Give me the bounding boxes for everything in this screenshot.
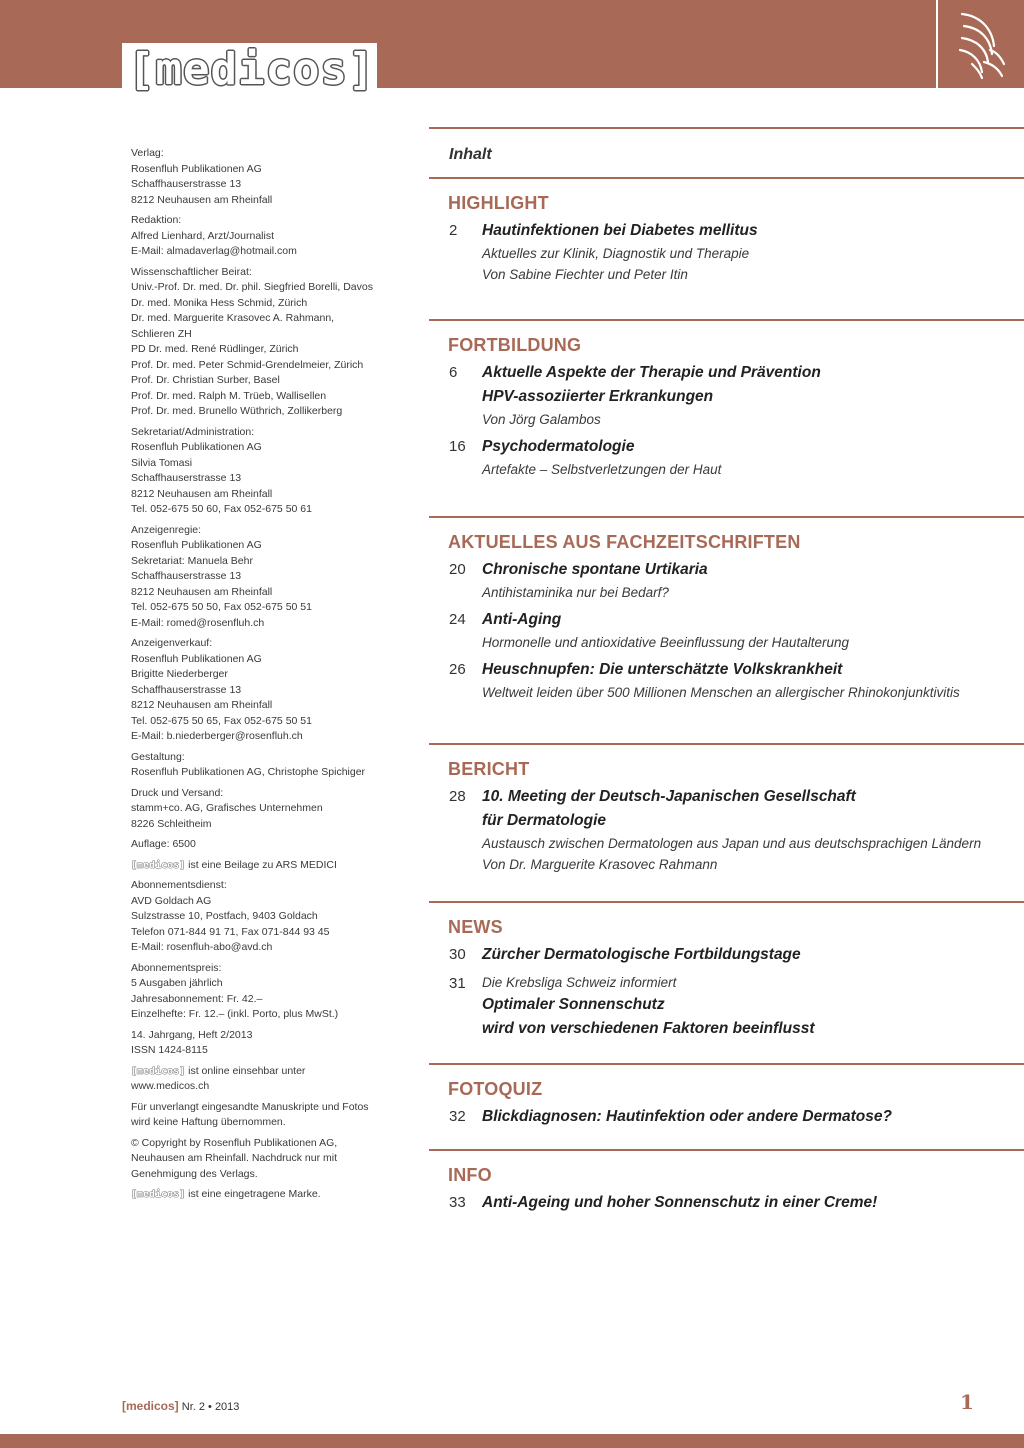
entry-body [482,785,1024,875]
imprint-line: Neuhausen am Rheinfall. Nachdruck nur mit [131,1152,338,1164]
toc-section [429,745,1024,901]
imprint-line: Auflage: 6500 [131,838,196,850]
imprint-line: Redaktion: [131,214,182,226]
imprint-line: Anzeigenregie: [131,523,202,536]
imprint-block [131,425,391,518]
toc-section [429,518,1024,743]
imprint-line: Jahresabonnement: Fr. 42.– [131,992,263,1005]
toc-entry [449,785,1024,875]
imprint-block [131,750,391,781]
entry-body [482,1105,1024,1129]
imprint-line: Einzelhefte: Fr. 12.– (inkl. Porto, plus MwSt.) [131,1008,339,1020]
imprint-line: Prof. Dr. med. Brunello Wüthrich, Zollikerberg [131,405,343,417]
entry-title: Optimaler Sonnenschutz [482,996,665,1013]
imprint-line: Wissenschaftlicher Beirat: [131,265,252,278]
entry-body [482,972,1024,1041]
imprint-block [131,523,391,632]
imprint-block [131,1028,391,1059]
imprint-line: Alfred Lienhard, Arzt/Journalist [131,229,274,242]
entry-page-number: 20 [449,561,466,578]
imprint-line: Tel. 052-675 50 65, Fax 052-675 50 51 [131,714,312,727]
header-divider [936,0,938,88]
imprint-line: [medicos] ist online einsehbar unter [131,1064,306,1077]
section-title: BERICHT [448,759,530,779]
page-number: 1 [960,1390,974,1414]
entry-title: 10. Meeting der Deutsch-Japanischen Gesellschaft [482,788,856,805]
entry-body [482,435,1024,480]
toc-entry [449,608,1024,653]
entry-title: HPV-assoziierter Erkrankungen [482,388,714,405]
entry-subtitle: Austausch zwischen Dermatologen aus Japan und aus deutschsprachigen Ländern [482,836,982,851]
entry-page-number: 26 [449,661,466,678]
entry-page-number: 6 [449,364,458,381]
toc-section [429,903,1024,1063]
toc-section [429,321,1024,516]
section-title: FOTOQUIZ [448,1079,543,1099]
entry-page-number: 33 [449,1194,466,1211]
imprint-block [131,213,391,260]
entry-page-number: 30 [449,946,466,963]
imprint-line: Telefon 071-844 91 71, Fax 071-844 93 45 [131,925,330,938]
publisher-fan-logo-icon [954,6,1006,82]
imprint-line: 8212 Neuhausen am Rheinfall [131,193,273,206]
entry-body [482,608,1024,653]
entry-title: Blickdiagnosen: Hautinfektion oder andere Dermatose? [482,1108,892,1125]
entry-page-number: 28 [449,788,466,805]
imprint-line: Sekretariat/Administration: [131,425,255,438]
entry-title: Heuschnupfen: Die unterschätzte Volkskrankheit [482,661,843,678]
imprint-block [131,1100,391,1131]
footer-issue [122,1399,239,1413]
imprint-line: © Copyright by Rosenfluh Publikationen AG, [131,1136,338,1149]
imprint-block [131,837,391,853]
imprint-line: Verlag: [131,147,164,159]
imprint-block [131,878,391,956]
imprint-block [131,961,391,1023]
entry-title: Anti-Ageing und hoher Sonnenschutz in einer Creme! [482,1194,878,1211]
imprint-line: Rosenfluh Publikationen AG, Christophe Spichiger [131,766,366,778]
imprint-block [131,636,391,745]
mini-logo: [medicos] [131,1065,186,1077]
imprint-line: E-Mail: b.niederberger@rosenfluh.ch [131,730,303,742]
entry-body [482,558,1024,603]
imprint-line: Schaffhauserstrasse 13 [131,570,242,582]
toc-entry [449,558,1024,603]
magazine-logo: [medicos] [128,44,376,95]
imprint-line: Genehmigung des Verlags. [131,1167,258,1180]
entry-subtitle: Von Sabine Fiechter und Peter Itin [482,267,688,282]
imprint-line: Brigitte Niederberger [131,668,228,680]
entry-title: Zürcher Dermatologische Fortbildungstage [482,946,801,963]
toc-entry [449,972,1024,1041]
entry-subtitle: Von Jörg Galambos [482,412,601,427]
imprint-block [131,146,391,208]
entry-page-number: 16 [449,438,466,455]
imprint-line: [medicos] ist eine Beilage zu ARS MEDICI [131,858,337,871]
entry-kicker: Die Krebsliga Schweiz informiert [482,975,677,990]
section-title: AKTUELLES AUS FACHZEITSCHRIFTEN [448,532,801,552]
imprint-line: Abonnementsdienst: [131,879,227,891]
toc-entry [449,1191,1024,1215]
entry-body [482,219,1024,285]
footer-bar [0,1434,1024,1448]
imprint-line: Sekretariat: Manuela Behr [131,554,253,567]
imprint-line: Dr. med. Marguerite Krasovec A. Rahmann, [131,312,335,324]
imprint-line: Tel. 052-675 50 50, Fax 052-675 50 51 [131,601,312,613]
toc-entry [449,943,1024,967]
entry-body [482,943,1024,967]
toc-entry [449,361,1024,430]
entry-subtitle: Weltweit leiden über 500 Millionen Menschen an allergischer Rhinokonjunktivitis [482,685,960,700]
imprint-line: PD Dr. med. René Rüdlinger, Zürich [131,343,299,355]
imprint-block [131,1136,391,1183]
imprint-block [131,786,391,833]
imprint-line: 8212 Neuhausen am Rheinfall [131,585,273,598]
imprint-line: E-Mail: romed@rosenfluh.ch [131,616,265,629]
imprint-line: Prof. Dr. Christian Surber, Basel [131,374,280,386]
entry-body [482,658,1024,703]
imprint-line: Schaffhauserstrasse 13 [131,472,242,484]
imprint-line: 8226 Schleitheim [131,817,212,830]
entry-page-number: 32 [449,1108,466,1125]
imprint-block [131,1064,391,1095]
toc-section [429,1065,1024,1149]
entry-body [482,361,1024,430]
imprint-block [131,1187,391,1203]
imprint-line: Rosenfluh Publikationen AG [131,441,262,453]
imprint-line: Rosenfluh Publikationen AG [131,162,262,175]
footer-brand: [medicos] [122,1399,179,1413]
entry-page-number: 24 [449,611,466,628]
mini-logo: [medicos] [131,1189,186,1200]
toc-entry [449,1105,1024,1129]
entry-subtitle: Hormonelle und antioxidative Beeinflussung der Hautalterung [482,635,849,650]
entry-subtitle: Antihistaminika nur bei Bedarf? [482,585,669,600]
imprint-line: Schlieren ZH [131,327,192,340]
imprint-line: Rosenfluh Publikationen AG [131,652,262,665]
imprint-line: Rosenfluh Publikationen AG [131,539,262,551]
imprint-block [131,265,391,420]
imprint-line: wird keine Haftung übernommen. [131,1116,286,1128]
footer-issue-number: Nr. 2 • 2013 [181,1401,240,1413]
imprint-line: 5 Ausgaben jährlich [131,977,223,989]
imprint-column [131,146,391,1208]
imprint-block [131,858,391,874]
toc-entry [449,219,1024,285]
imprint-line: Druck und Versand: [131,786,224,799]
imprint-line: E-Mail: almadaverlag@hotmail.com [131,245,297,257]
entry-page-number: 2 [449,222,458,239]
entry-title: Anti-Aging [482,611,562,628]
entry-title: für Dermatologie [482,812,607,829]
imprint-line: Gestaltung: [131,750,185,763]
section-title: INFO [448,1165,492,1185]
entry-title: Psychodermatologie [482,438,635,455]
imprint-line: 8212 Neuhausen am Rheinfall [131,699,273,711]
entry-title: Chronische spontane Urtikaria [482,561,708,578]
imprint-line: [medicos] ist eine eingetragene Marke. [131,1188,321,1200]
entry-title: Hautinfektionen bei Diabetes mellitus [482,222,758,239]
toc-section [429,1151,1024,1215]
imprint-line: Silvia Tomasi [131,456,193,469]
toc-section [429,179,1024,319]
mini-logo: [medicos] [131,859,186,871]
imprint-line: Prof. Dr. med. Ralph M. Trüeb, Wallisellen [131,389,327,402]
section-title: FORTBILDUNG [448,335,582,355]
table-of-contents [429,127,1024,1215]
entry-subtitle: Aktuelles zur Klinik, Diagnostik und Therapie [482,246,750,261]
imprint-line: Schaffhauserstrasse 13 [131,683,242,696]
imprint-line: ISSN 1424-8115 [131,1044,208,1056]
imprint-line: www.medicos.ch [131,1080,210,1092]
toc-entry [449,435,1024,480]
imprint-line: Abonnementspreis: [131,961,222,974]
imprint-line: AVD Goldach AG [131,894,212,907]
imprint-line: stamm+co. AG, Grafisches Unternehmen [131,802,323,814]
imprint-line: 8212 Neuhausen am Rheinfall [131,487,273,500]
entry-page-number: 31 [449,975,466,992]
entry-title: Aktuelle Aspekte der Therapie und Prävention [482,364,821,381]
imprint-line: Für unverlangt eingesandte Manuskripte und Fotos [131,1100,369,1113]
imprint-line: Sulzstrasse 10, Postfach, 9403 Goldach [131,910,318,922]
entry-body [482,1191,1024,1215]
toc-heading: Inhalt [449,146,492,163]
imprint-line: Tel. 052-675 50 60, Fax 052-675 50 61 [131,503,312,515]
entry-title: wird von verschiedenen Faktoren beeinflusst [482,1020,815,1037]
section-title: NEWS [448,917,503,937]
imprint-line: 14. Jahrgang, Heft 2/2013 [131,1028,253,1041]
imprint-line: Univ.-Prof. Dr. med. Dr. phil. Siegfried Borelli, Davos [131,281,373,293]
entry-subtitle: Von Dr. Marguerite Krasovec Rahmann [482,857,718,872]
section-title: HIGHLIGHT [448,193,549,213]
imprint-line: Dr. med. Monika Hess Schmid, Zürich [131,296,308,309]
imprint-line: E-Mail: rosenfluh-abo@avd.ch [131,941,273,953]
imprint-line: Schaffhauserstrasse 13 [131,178,242,190]
toc-entry [449,658,1024,703]
imprint-line: Prof. Dr. med. Peter Schmid-Grendelmeier, Zürich [131,358,364,371]
imprint-line: Anzeigenverkauf: [131,637,213,649]
entry-subtitle: Artefakte – Selbstverletzungen der Haut [482,462,722,477]
